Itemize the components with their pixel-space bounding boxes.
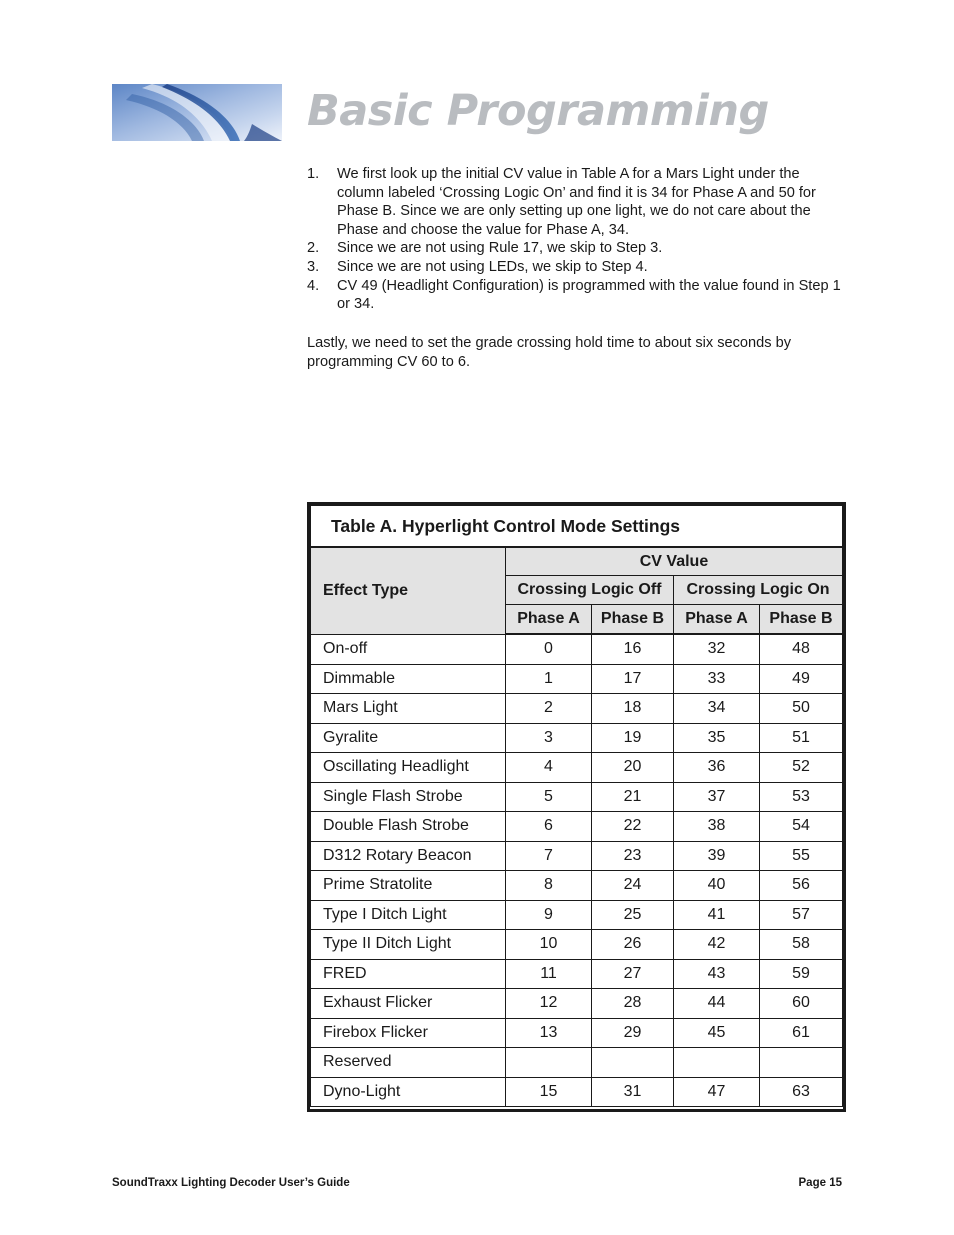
step-number: 4. [307, 277, 320, 294]
cv-value-cell: 57 [760, 900, 843, 930]
effect-type-cell: Firebox Flicker [311, 1018, 506, 1048]
cv-value-cell: 47 [674, 1077, 760, 1107]
cv-value-cell: 3 [506, 723, 592, 753]
table-caption: Table A. Hyperlight Control Mode Settings [311, 506, 843, 548]
cv-value-cell: 19 [592, 723, 674, 753]
cv-value-cell: 9 [506, 900, 592, 930]
effect-type-cell: Oscillating Headlight [311, 753, 506, 783]
steps-list [307, 165, 847, 314]
table-row [311, 989, 843, 1019]
cv-value-cell: 10 [506, 930, 592, 960]
step-text: Since we are not using LEDs, we skip to Step 4. [337, 258, 648, 275]
crossing-logic-on-header: Crossing Logic On [674, 576, 843, 605]
cv-value-cell: 29 [592, 1018, 674, 1048]
step-item [307, 277, 847, 314]
cv-value-cell: 35 [674, 723, 760, 753]
cv-value-cell: 63 [760, 1077, 843, 1107]
cv-value-cell [592, 1048, 674, 1078]
cv-value-cell: 18 [592, 694, 674, 724]
footer-page-number: Page 15 [798, 1177, 842, 1189]
table-row [311, 871, 843, 901]
effect-type-cell: Double Flash Strobe [311, 812, 506, 842]
effect-type-cell: Mars Light [311, 694, 506, 724]
cv-value-cell: 36 [674, 753, 760, 783]
cv-value-cell: 26 [592, 930, 674, 960]
effect-type-cell: Prime Stratolite [311, 871, 506, 901]
table-row [311, 841, 843, 871]
effect-type-cell: FRED [311, 959, 506, 989]
table-row [311, 753, 843, 783]
crossing-logic-off-header: Crossing Logic Off [506, 576, 674, 605]
cv-value-cell: 12 [506, 989, 592, 1019]
cv-value-cell: 28 [592, 989, 674, 1019]
cv-value-cell: 50 [760, 694, 843, 724]
table-row [311, 959, 843, 989]
cv-value-cell: 25 [592, 900, 674, 930]
cv-value-cell: 55 [760, 841, 843, 871]
cv-value-cell: 16 [592, 634, 674, 664]
cv-value-cell: 54 [760, 812, 843, 842]
table-row [311, 1048, 843, 1078]
table-row [311, 1077, 843, 1107]
table-row [311, 664, 843, 694]
cv-value-cell: 52 [760, 753, 843, 783]
cv-value-cell: 43 [674, 959, 760, 989]
step-text: We first look up the initial CV value in Table A for a Mars Light under the column labeled ‘Crossing Logic On’ and find it is 34 for Phase A and 50 for Phase B. Since we are only setting up one light, we do not care about the Phase and choose the value for Phase A, 34. [337, 166, 816, 238]
cv-value-cell: 6 [506, 812, 592, 842]
table-row [311, 900, 843, 930]
effect-type-cell: Dimmable [311, 664, 506, 694]
effect-type-cell: Gyralite [311, 723, 506, 753]
step-number: 3. [307, 258, 320, 275]
body-paragraph: Lastly, we need to set the grade crossing hold time to about six seconds by programming CV 60 to 6. [307, 335, 792, 370]
cv-value-cell: 24 [592, 871, 674, 901]
cv-value-cell [760, 1048, 843, 1078]
cv-value-cell: 42 [674, 930, 760, 960]
header-swoosh-graphic [112, 84, 282, 141]
effect-type-cell: Reserved [311, 1048, 506, 1078]
step-text: Since we are not using Rule 17, we skip to Step 3. [337, 240, 663, 257]
effect-type-cell: Exhaust Flicker [311, 989, 506, 1019]
cv-value-cell: 38 [674, 812, 760, 842]
cv-value-cell: 23 [592, 841, 674, 871]
cv-value-cell: 31 [592, 1077, 674, 1107]
effect-type-cell: On-off [311, 634, 506, 664]
cv-value-cell: 48 [760, 634, 843, 664]
cv-value-cell: 59 [760, 959, 843, 989]
cv-value-cell: 58 [760, 930, 843, 960]
cv-value-cell: 4 [506, 753, 592, 783]
phase-b-header: Phase B [592, 605, 674, 635]
cv-value-cell: 40 [674, 871, 760, 901]
cv-value-cell: 44 [674, 989, 760, 1019]
cv-value-cell: 34 [674, 694, 760, 724]
effect-type-cell: D312 Rotary Beacon [311, 841, 506, 871]
effect-type-cell: Dyno-Light [311, 1077, 506, 1107]
cv-value-cell: 56 [760, 871, 843, 901]
step-number: 1. [307, 166, 320, 182]
table-row [311, 1018, 843, 1048]
table-row [311, 930, 843, 960]
cv-value-cell: 0 [506, 634, 592, 664]
phase-a-header: Phase A [506, 605, 592, 635]
step-text: CV 49 (Headlight Configuration) is programmed with the value found in Step 1 or 34. [337, 277, 841, 313]
cv-value-cell: 20 [592, 753, 674, 783]
table-row [311, 634, 843, 664]
table-row [311, 694, 843, 724]
cv-value-cell: 37 [674, 782, 760, 812]
footer-guide-title: SoundTraxx Lighting Decoder User’s Guide [112, 1177, 350, 1189]
phase-a-header: Phase A [674, 605, 760, 635]
cv-value-cell: 41 [674, 900, 760, 930]
step-item [307, 239, 847, 258]
settings-table-frame [307, 502, 846, 1112]
cv-value-cell: 39 [674, 841, 760, 871]
cv-value-cell: 15 [506, 1077, 592, 1107]
cv-value-cell: 17 [592, 664, 674, 694]
cv-value-cell: 60 [760, 989, 843, 1019]
cv-value-cell: 22 [592, 812, 674, 842]
cv-value-cell: 45 [674, 1018, 760, 1048]
cv-value-cell: 49 [760, 664, 843, 694]
table-row [311, 782, 843, 812]
cv-value-cell: 13 [506, 1018, 592, 1048]
cv-value-cell: 33 [674, 664, 760, 694]
table-row [311, 723, 843, 753]
cv-value-cell: 8 [506, 871, 592, 901]
effect-type-cell: Type I Ditch Light [311, 900, 506, 930]
cv-value-cell [674, 1048, 760, 1078]
cv-value-cell: 21 [592, 782, 674, 812]
cv-value-cell: 27 [592, 959, 674, 989]
cv-value-cell: 51 [760, 723, 843, 753]
cv-value-cell: 61 [760, 1018, 843, 1048]
hyperlight-settings-table [310, 505, 843, 1107]
effect-type-cell: Type II Ditch Light [311, 930, 506, 960]
cv-value-cell: 53 [760, 782, 843, 812]
cv-value-cell [506, 1048, 592, 1078]
table-body [311, 634, 843, 1107]
cv-value-cell: 1 [506, 664, 592, 694]
page-title: Basic Programming [307, 86, 769, 136]
step-number: 2. [307, 240, 320, 257]
step-item [307, 258, 847, 277]
effect-type-header: Effect Type [311, 547, 506, 634]
cv-value-cell: 32 [674, 634, 760, 664]
cv-value-header: CV Value [506, 547, 843, 576]
cv-value-cell: 5 [506, 782, 592, 812]
table-row [311, 812, 843, 842]
phase-b-header: Phase B [760, 605, 843, 635]
step-item [307, 165, 847, 239]
cv-value-cell: 7 [506, 841, 592, 871]
cv-value-cell: 2 [506, 694, 592, 724]
cv-value-cell: 11 [506, 959, 592, 989]
effect-type-cell: Single Flash Strobe [311, 782, 506, 812]
